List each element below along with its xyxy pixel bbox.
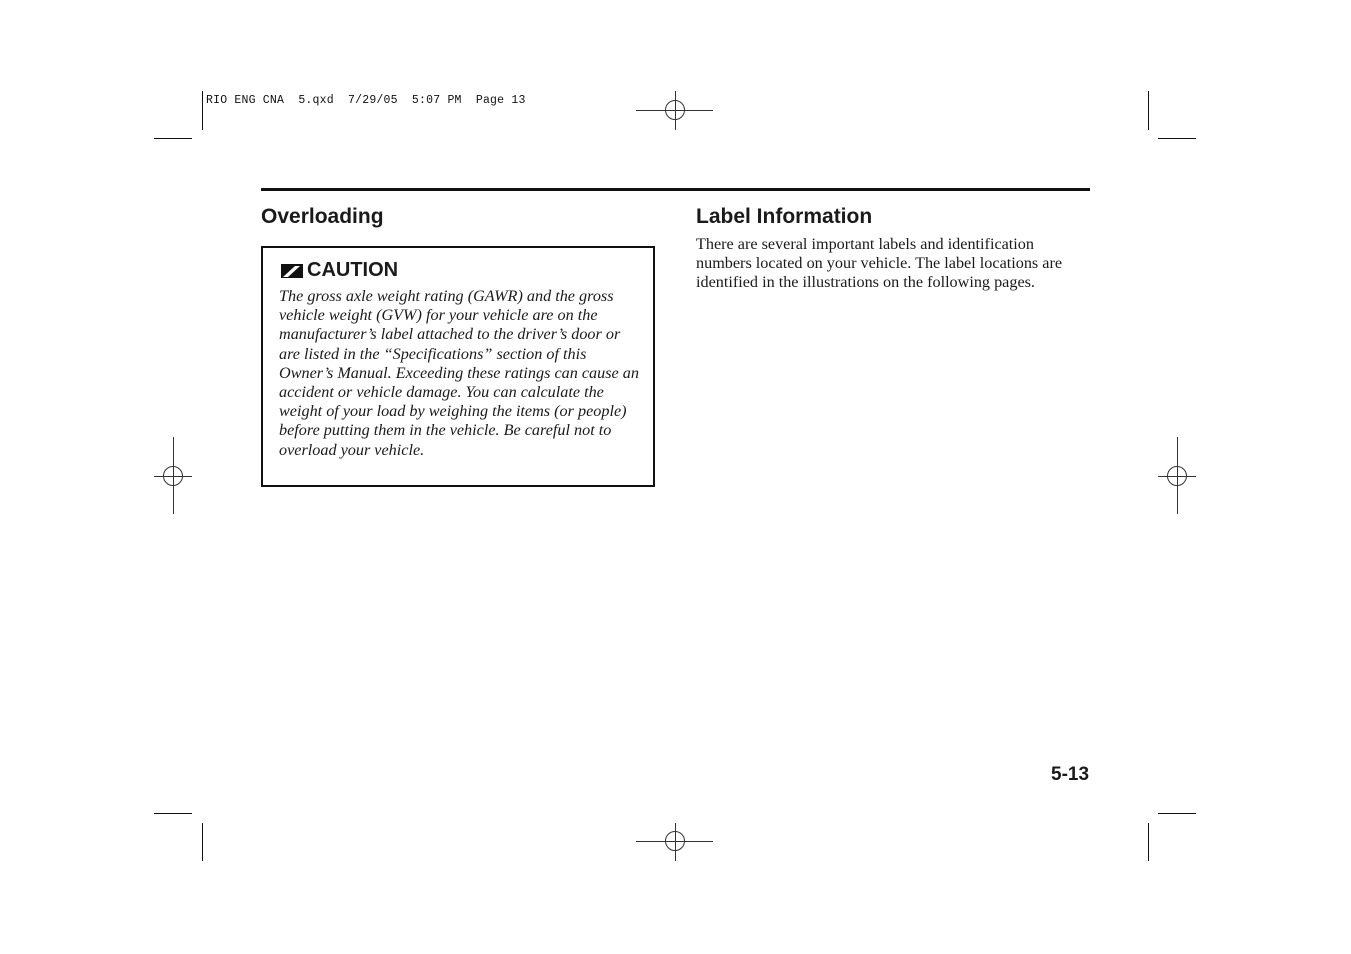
label-information-text: There are several important labels and identification numbers located on your vehicle. The label locations are identified in the illustrations on the following pages. (696, 235, 1063, 292)
crop-mark-bottom-left-h (154, 813, 192, 814)
caution-label: CAUTION (307, 259, 399, 281)
crop-mark-bottom-right-v (1148, 823, 1149, 861)
crop-mark-top-left-v (202, 91, 203, 130)
crop-mark-top-left-h (154, 138, 192, 139)
overloading-heading: Overloading (261, 205, 384, 228)
caution-text: The gross axle weight rating (GAWR) and the gross vehicle weight (GVW) for your vehicle are on the manufacturer’s label attached to the driver’s door or are listed in the “Specifications” section of this Owner’s Manual. Exceeding these ratings can cause an accident or vehicle damage. You can calculate the weight of your load by weighing the items (or people) before putting them in the vehicle. Be careful not to overload your vehicle. (279, 287, 639, 459)
caution-slash-icon (281, 263, 303, 279)
crop-mark-bottom-right-h (1158, 813, 1196, 814)
header-rule (261, 188, 1090, 191)
registration-mark-bottom-circle (665, 831, 685, 851)
print-slug: RIO ENG CNA 5.qxd 7/29/05 5:07 PM Page 13 (206, 94, 526, 107)
registration-mark-top-circle (665, 100, 685, 120)
registration-mark-left-circle (163, 466, 183, 486)
caution-box (261, 246, 655, 487)
crop-mark-top-right-h (1158, 138, 1196, 139)
page-number: 5-13 (1051, 764, 1090, 785)
registration-mark-right-circle (1167, 466, 1187, 486)
crop-mark-bottom-left-v (202, 823, 203, 861)
label-information-heading: Label Information (696, 205, 873, 228)
caution-header (281, 259, 398, 282)
crop-mark-top-right-v (1148, 91, 1149, 130)
